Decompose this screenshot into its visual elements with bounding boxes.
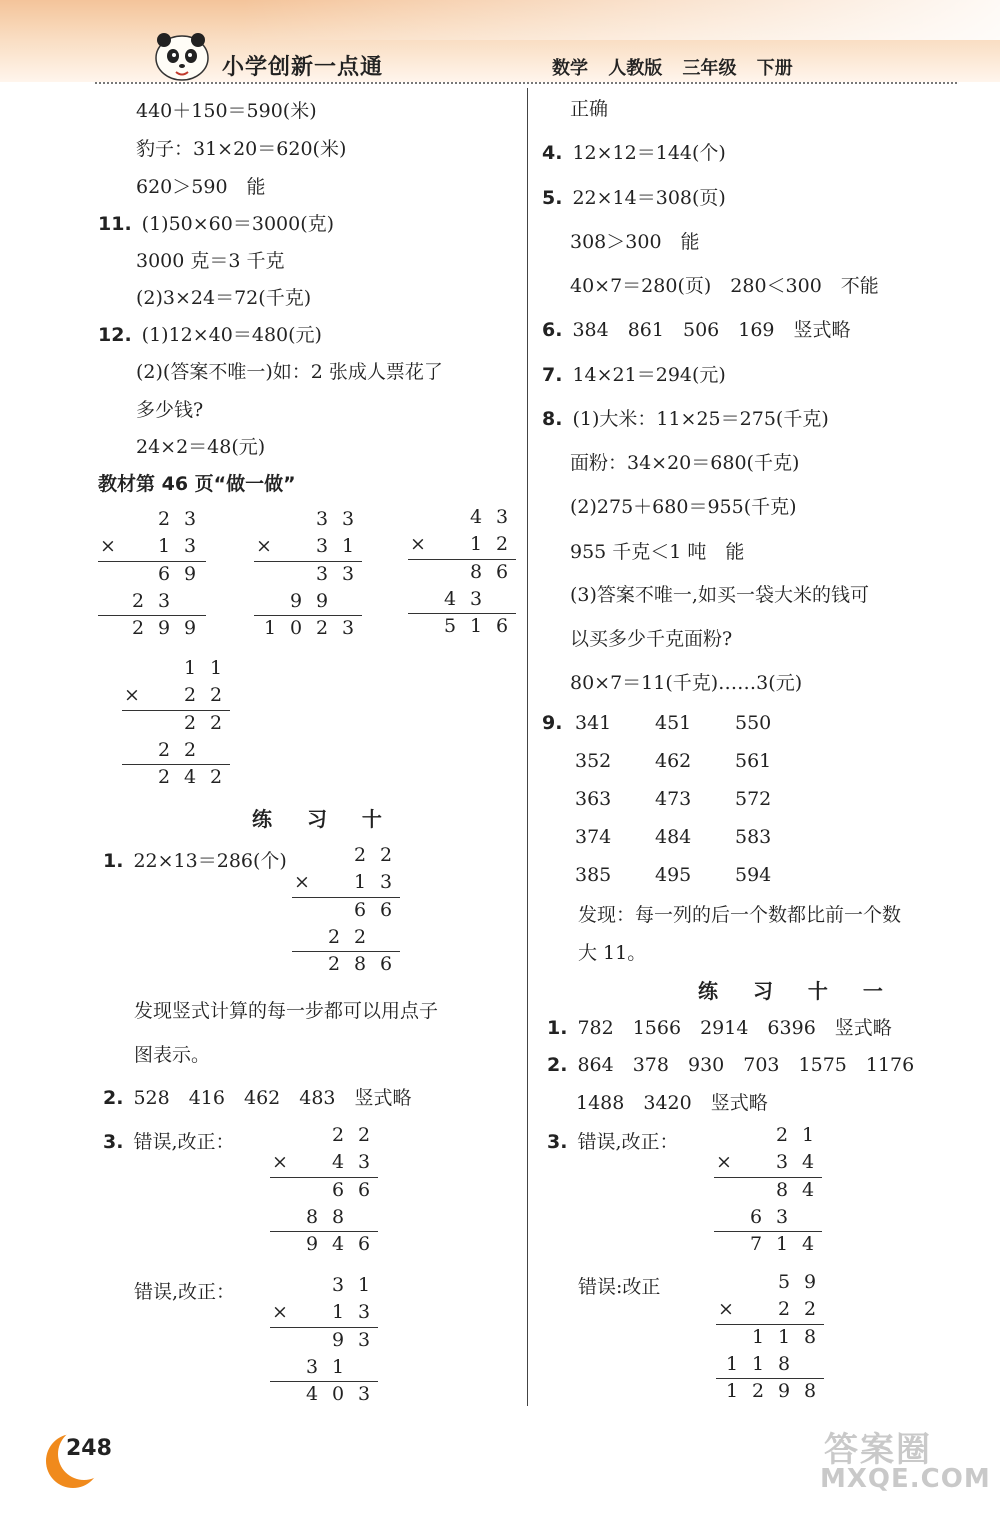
question-4 xyxy=(542,138,726,165)
digit: 7 xyxy=(749,1233,763,1255)
digit: 2 xyxy=(315,617,329,639)
digit: 2 xyxy=(777,1298,791,1320)
calc-rule xyxy=(714,1231,822,1232)
digit: 1 xyxy=(157,535,171,557)
calc-rule xyxy=(270,1327,378,1328)
header-swash xyxy=(240,0,1000,40)
answer-text: (1)12×40＝480(元) xyxy=(141,324,322,346)
vertical-calc xyxy=(98,508,206,643)
digit: 4 xyxy=(801,1151,815,1173)
vertical-calc xyxy=(122,657,230,792)
digit: 8 xyxy=(353,953,367,975)
calc-row xyxy=(270,1179,378,1206)
calc-row xyxy=(270,1301,378,1328)
digit: 3 xyxy=(341,617,355,639)
exercise-title: 练 习 十 一 xyxy=(698,979,897,1003)
digit: 3 xyxy=(469,588,483,610)
digit: 9 xyxy=(315,590,329,612)
right-line: 错误:改正 xyxy=(578,1276,661,1298)
digit: 2 xyxy=(209,684,223,706)
digit: 2 xyxy=(353,926,367,948)
right-line: 40×7＝280(页) 280＜300 不能 xyxy=(570,275,879,297)
digit: 9 xyxy=(183,617,197,639)
exercise-question-1 xyxy=(103,846,287,873)
question-11 xyxy=(98,209,334,236)
digit: 4 xyxy=(469,506,483,528)
right-line: 80×7＝11(千克)……3(元) xyxy=(570,672,803,694)
digit: 1 xyxy=(751,1353,765,1375)
calc-row xyxy=(254,617,362,644)
question-number: 7. xyxy=(542,364,563,386)
question-6 xyxy=(542,315,851,342)
calc-rule xyxy=(292,951,400,952)
calc-row xyxy=(270,1206,378,1233)
calc-row xyxy=(254,563,362,590)
calc-row xyxy=(716,1298,824,1325)
digit: 8 xyxy=(775,1179,789,1201)
exercise-question-2 xyxy=(547,1050,914,1077)
digit: 0 xyxy=(289,617,303,639)
digit: 2 xyxy=(183,712,197,734)
digit: 1 xyxy=(183,657,197,679)
digit: 0 xyxy=(331,1383,345,1405)
digit: 2 xyxy=(157,508,171,530)
question-number: 11. xyxy=(98,213,132,235)
exercise-question-2 xyxy=(103,1083,412,1110)
question-12 xyxy=(98,320,322,347)
left-line: 多少钱? xyxy=(136,399,204,421)
digit: 2 xyxy=(183,739,197,761)
multiply-sign: × xyxy=(272,1151,288,1173)
question-number: 3. xyxy=(103,1131,124,1153)
vertical-calc xyxy=(270,1274,378,1409)
calc-row xyxy=(270,1124,378,1151)
calc-row xyxy=(254,590,362,617)
vertical-calc xyxy=(408,506,516,641)
right-line: 大 11。 xyxy=(578,942,647,964)
calc-rule xyxy=(408,559,516,560)
digit: 4 xyxy=(801,1233,815,1255)
question-number: 2. xyxy=(547,1054,568,1076)
digit: 2 xyxy=(183,684,197,706)
vertical-calc xyxy=(716,1271,824,1406)
digit: 1 xyxy=(209,657,223,679)
digit: 3 xyxy=(379,871,393,893)
digit: 3 xyxy=(495,506,509,528)
digit: 3 xyxy=(341,508,355,530)
calc-row xyxy=(714,1206,822,1233)
digit: 6 xyxy=(495,561,509,583)
digit: 1 xyxy=(801,1124,815,1146)
digit: 8 xyxy=(803,1380,817,1402)
multiply-sign: × xyxy=(294,871,310,893)
right-line: (3)答案不唯一,如买一袋大米的钱可 xyxy=(570,584,869,606)
digit: 1 xyxy=(469,533,483,555)
digit: 4 xyxy=(183,766,197,788)
question-9 xyxy=(542,712,572,734)
calc-row xyxy=(270,1329,378,1356)
digit: 4 xyxy=(443,588,457,610)
calc-rule xyxy=(716,1378,824,1379)
calc-row xyxy=(254,535,362,562)
calc-rule xyxy=(716,1324,824,1325)
digit: 8 xyxy=(469,561,483,583)
answer-text: 782 1566 2914 6396 竖式略 xyxy=(577,1017,892,1039)
calc-rule xyxy=(270,1231,378,1232)
question-5 xyxy=(542,183,726,210)
calc-row xyxy=(292,899,400,926)
exercise-question-3 xyxy=(547,1127,679,1154)
digit: 4 xyxy=(331,1233,345,1255)
calc-rule xyxy=(98,615,206,616)
calc-row xyxy=(714,1179,822,1206)
table-cell: 583 xyxy=(735,826,772,848)
question-number: 2. xyxy=(103,1087,124,1109)
table-cell: 594 xyxy=(735,864,772,886)
calc-row xyxy=(716,1353,824,1380)
calc-rule xyxy=(98,561,206,562)
calc-row xyxy=(292,926,400,953)
digit: 4 xyxy=(331,1151,345,1173)
digit: 2 xyxy=(379,844,393,866)
multiply-sign: × xyxy=(256,535,272,557)
digit: 6 xyxy=(353,899,367,921)
digit: 1 xyxy=(353,871,367,893)
site-watermark xyxy=(790,1420,990,1500)
table-cell: 495 xyxy=(655,864,692,886)
digit: 3 xyxy=(183,535,197,557)
answer-text: 22×14＝308(页) xyxy=(572,187,726,209)
calc-rule xyxy=(270,1177,378,1178)
calc-row xyxy=(122,657,230,684)
digit: 3 xyxy=(305,1356,319,1378)
digit: 6 xyxy=(357,1179,371,1201)
digit: 9 xyxy=(305,1233,319,1255)
question-number: 1. xyxy=(547,1017,568,1039)
watermark-logo-text: 答案圈 xyxy=(824,1430,932,1470)
calc-rule xyxy=(254,561,362,562)
vertical-calc xyxy=(270,1124,378,1259)
brand-title: 小学创新一点通 xyxy=(222,55,384,80)
digit: 8 xyxy=(305,1206,319,1228)
answer-text: 384 861 506 169 竖式略 xyxy=(572,319,851,341)
multiply-sign: × xyxy=(718,1298,734,1320)
digit: 2 xyxy=(157,766,171,788)
answer-text: 错误,改正： xyxy=(577,1131,679,1153)
right-line: 955 千克＜1 吨 能 xyxy=(570,541,745,563)
calc-row xyxy=(714,1151,822,1178)
digit: 2 xyxy=(353,844,367,866)
question-number: 3. xyxy=(547,1131,568,1153)
calc-row xyxy=(98,590,206,617)
question-7 xyxy=(542,360,726,387)
answer-text: (1)50×60＝3000(克) xyxy=(141,213,335,235)
exercise-question-3 xyxy=(103,1127,235,1154)
digit: 6 xyxy=(379,899,393,921)
digit: 4 xyxy=(305,1383,319,1405)
calc-row xyxy=(270,1274,378,1301)
digit: 6 xyxy=(331,1179,345,1201)
digit: 3 xyxy=(775,1151,789,1173)
right-line: 发现：每一列的后一个数都比前一个数 xyxy=(578,904,902,926)
calc-row xyxy=(270,1233,378,1260)
multiply-sign: × xyxy=(410,533,426,555)
calc-row xyxy=(408,506,516,533)
digit: 9 xyxy=(183,563,197,585)
calc-rule xyxy=(292,897,400,898)
digit: 3 xyxy=(183,508,197,530)
left-line: 24×2＝48(元) xyxy=(136,436,266,458)
digit: 3 xyxy=(315,508,329,530)
right-line: (2)275＋680＝955(千克) xyxy=(570,496,797,518)
header-divider xyxy=(95,82,957,84)
digit: 1 xyxy=(331,1301,345,1323)
digit: 9 xyxy=(331,1329,345,1351)
calc-row xyxy=(292,953,400,980)
calc-rule xyxy=(254,615,362,616)
answer-text: 22×13＝286(个) xyxy=(133,850,287,872)
digit: 2 xyxy=(157,739,171,761)
table-cell: 550 xyxy=(735,712,772,734)
calc-rule xyxy=(408,613,516,614)
answer-text: 12×12＝144(个) xyxy=(572,142,726,164)
calc-rule xyxy=(714,1177,822,1178)
calc-row xyxy=(408,588,516,615)
right-line: 308＞300 能 xyxy=(570,231,700,253)
calc-row xyxy=(716,1326,824,1353)
question-number: 12. xyxy=(98,324,132,346)
answer-text: 错误,改正： xyxy=(133,1131,235,1153)
header-band xyxy=(0,0,1000,82)
digit: 9 xyxy=(289,590,303,612)
right-line: 正确 xyxy=(570,98,609,120)
section-heading: 教材第 46 页“做一做” xyxy=(98,473,296,495)
digit: 1 xyxy=(725,1380,739,1402)
column-divider xyxy=(527,88,528,1406)
question-number: 5. xyxy=(542,187,563,209)
digit: 9 xyxy=(777,1380,791,1402)
left-line: 3000 克＝3 千克 xyxy=(136,250,285,272)
multiply-sign: × xyxy=(716,1151,732,1173)
digit: 3 xyxy=(357,1151,371,1173)
calc-row xyxy=(716,1380,824,1407)
left-line: 豹子：31×20＝620(米) xyxy=(136,138,347,160)
question-8 xyxy=(542,404,829,431)
answer-text: (1)大米：11×25＝275(千克) xyxy=(572,408,829,430)
digit: 2 xyxy=(331,1124,345,1146)
digit: 3 xyxy=(357,1383,371,1405)
digit: 3 xyxy=(315,563,329,585)
calc-rule xyxy=(122,710,230,711)
left-line: (2)3×24＝72(千克) xyxy=(136,287,312,309)
calc-rule xyxy=(270,1381,378,1382)
digit: 9 xyxy=(803,1271,817,1293)
page-number: 248 xyxy=(66,1436,112,1461)
digit: 3 xyxy=(775,1206,789,1228)
left-line: 图表示。 xyxy=(134,1044,211,1066)
digit: 2 xyxy=(495,533,509,555)
calc-rule xyxy=(122,764,230,765)
calc-row xyxy=(122,712,230,739)
multiply-sign: × xyxy=(272,1301,288,1323)
right-line: 面粉：34×20＝680(千克) xyxy=(570,452,800,474)
digit: 8 xyxy=(331,1206,345,1228)
table-cell: 462 xyxy=(655,750,692,772)
calc-row xyxy=(292,871,400,898)
multiply-sign: × xyxy=(124,684,140,706)
calc-row xyxy=(122,739,230,766)
question-number: 4. xyxy=(542,142,563,164)
digit: 2 xyxy=(131,590,145,612)
digit: 6 xyxy=(379,953,393,975)
answer-text: 528 416 462 483 竖式略 xyxy=(133,1087,412,1109)
digit: 6 xyxy=(749,1206,763,1228)
calc-row xyxy=(122,684,230,711)
digit: 3 xyxy=(357,1301,371,1323)
calc-row xyxy=(270,1383,378,1410)
left-line: 错误,改正： xyxy=(134,1281,236,1303)
calc-row xyxy=(270,1356,378,1383)
digit: 1 xyxy=(263,617,277,639)
left-line: (2)(答案不唯一)如：2 张成人票花了 xyxy=(136,361,443,383)
table-cell: 572 xyxy=(735,788,772,810)
question-number: 1. xyxy=(103,850,124,872)
right-line: 1488 3420 竖式略 xyxy=(576,1092,768,1114)
digit: 6 xyxy=(157,563,171,585)
subject-info: 数学 人教版 三年级 下册 xyxy=(552,58,793,79)
table-cell: 374 xyxy=(575,826,612,848)
digit: 1 xyxy=(469,615,483,637)
watermark-url: MXQE.COM xyxy=(820,1464,991,1494)
digit: 5 xyxy=(443,615,457,637)
calc-row xyxy=(98,535,206,562)
digit: 1 xyxy=(751,1326,765,1348)
table-cell: 385 xyxy=(575,864,612,886)
table-cell: 363 xyxy=(575,788,612,810)
question-number: 8. xyxy=(542,408,563,430)
digit: 3 xyxy=(357,1329,371,1351)
digit: 8 xyxy=(777,1353,791,1375)
digit: 2 xyxy=(327,953,341,975)
table-cell: 451 xyxy=(655,712,692,734)
digit: 6 xyxy=(357,1233,371,1255)
digit: 1 xyxy=(331,1356,345,1378)
digit: 3 xyxy=(157,590,171,612)
question-number: 9. xyxy=(542,712,563,734)
digit: 3 xyxy=(315,535,329,557)
digit: 2 xyxy=(209,712,223,734)
digit: 3 xyxy=(331,1274,345,1296)
calc-row xyxy=(98,563,206,590)
calc-row xyxy=(714,1233,822,1260)
table-cell: 561 xyxy=(735,750,772,772)
calc-row xyxy=(270,1151,378,1178)
digit: 1 xyxy=(775,1233,789,1255)
digit: 1 xyxy=(357,1274,371,1296)
left-line: 440＋150＝590(米) xyxy=(136,100,317,122)
answer-text: 14×21＝294(元) xyxy=(572,364,726,386)
multiply-sign: × xyxy=(100,535,116,557)
page-number-badge xyxy=(46,1428,116,1488)
digit: 2 xyxy=(131,617,145,639)
digit: 2 xyxy=(209,766,223,788)
digit: 2 xyxy=(751,1380,765,1402)
vertical-calc xyxy=(254,508,362,643)
table-cell: 341 xyxy=(575,712,612,734)
digit: 6 xyxy=(495,615,509,637)
calc-row xyxy=(714,1124,822,1151)
digit: 2 xyxy=(357,1124,371,1146)
digit: 5 xyxy=(777,1271,791,1293)
digit: 3 xyxy=(341,563,355,585)
digit: 8 xyxy=(803,1326,817,1348)
answer-text: 864 378 930 703 1575 1176 xyxy=(577,1054,915,1076)
table-cell: 352 xyxy=(575,750,612,772)
calc-row xyxy=(408,561,516,588)
calc-row xyxy=(408,533,516,560)
table-cell: 473 xyxy=(655,788,692,810)
digit: 2 xyxy=(803,1298,817,1320)
calc-row xyxy=(716,1271,824,1298)
digit: 2 xyxy=(775,1124,789,1146)
calc-row xyxy=(254,508,362,535)
digit: 4 xyxy=(801,1179,815,1201)
digit: 2 xyxy=(327,926,341,948)
digit: 1 xyxy=(725,1353,739,1375)
digit: 1 xyxy=(777,1326,791,1348)
exercise-title: 练 习 十 xyxy=(252,807,396,831)
left-line: 发现竖式计算的每一步都可以用点子 xyxy=(134,1000,439,1022)
right-line: 以买多少千克面粉? xyxy=(570,628,733,650)
digit: 9 xyxy=(157,617,171,639)
calc-row xyxy=(122,766,230,793)
question-number: 6. xyxy=(542,319,563,341)
vertical-calc xyxy=(292,844,400,979)
exercise-question-1 xyxy=(547,1013,892,1040)
vertical-calc xyxy=(714,1124,822,1259)
digit: 1 xyxy=(341,535,355,557)
table-cell: 484 xyxy=(655,826,692,848)
calc-row xyxy=(98,617,206,644)
left-line: 620＞590 能 xyxy=(136,176,266,198)
calc-row xyxy=(98,508,206,535)
calc-row xyxy=(292,844,400,871)
calc-row xyxy=(408,615,516,642)
panda-logo-icon xyxy=(152,30,210,82)
